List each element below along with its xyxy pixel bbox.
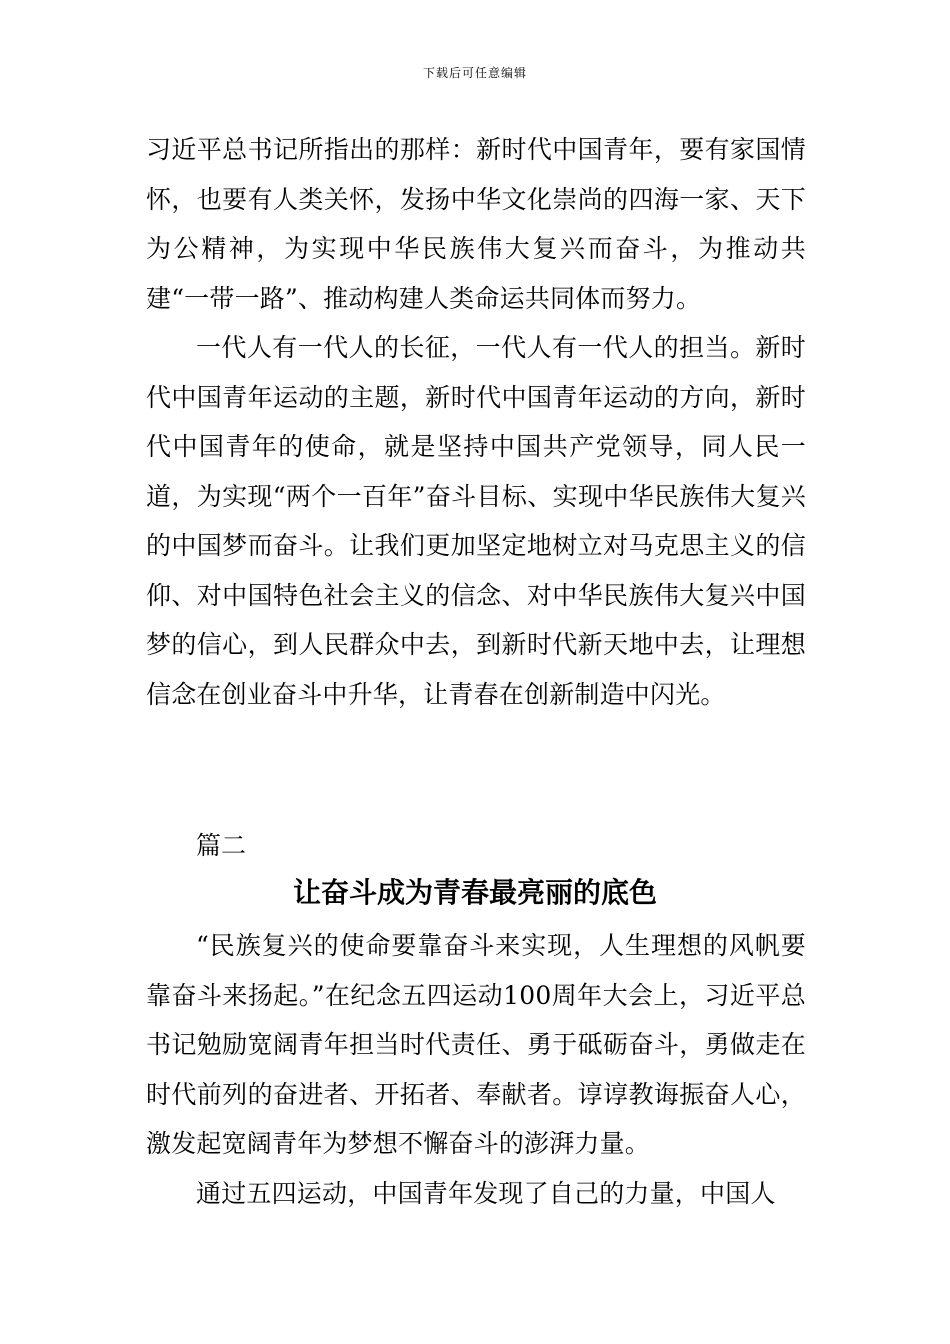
article-title: 让奋斗成为青春最亮丽的底色 xyxy=(292,876,657,909)
article-body-part2 xyxy=(146,921,806,1218)
paragraph: 通过五四运动，中国青年发现了自己的力量，中国人 xyxy=(196,1178,776,1208)
article-body-part1 xyxy=(146,125,806,719)
paragraph: 一代人有一代人的长征，一代人有一代人的担当。新时代中国青年运动的主题，新时代中国青年运动的方向，新时代中国青年的使命，就是坚持中国共产党领导，同人民一道，为实现“两个一百年”奋斗目标、实现中华民族伟大复兴的中国梦而奋斗。让我们更加坚定地树立对马克思主义的信仰、对中国特色社会主义的信念、对中华民族伟大复兴中国梦的信心，到人民群众中去，到新时代新天地中去，让理想信念在创业奋斗中升华，让青春在创新制造中闪光。 xyxy=(146,333,806,709)
section-label: 篇二 xyxy=(196,831,247,860)
paragraph: 习近平总书记所指出的那样：新时代中国青年，要有家国情怀，也要有人类关怀，发扬中华文化崇尚的四海一家、天下为公精神，为实现中华民族伟大复兴而奋斗，为推动共建“一带一路”、推动构建人类命运共同体而努力。 xyxy=(146,135,806,313)
paragraph: “民族复兴的使命要靠奋斗来实现，人生理想的风帆要靠奋斗来扬起。”在纪念五四运动100周年大会上，习近平总书记勉励宽阔青年担当时代责任、勇于砥砺奋斗，勇做走在时代前列的奋进者、开拓者、奉献者。谆谆教诲振奋人心，激发起宽阔青年为梦想不懈奋斗的澎湃力量。 xyxy=(146,931,806,1158)
page-header-note: 下载后可任意编辑 xyxy=(422,66,527,80)
